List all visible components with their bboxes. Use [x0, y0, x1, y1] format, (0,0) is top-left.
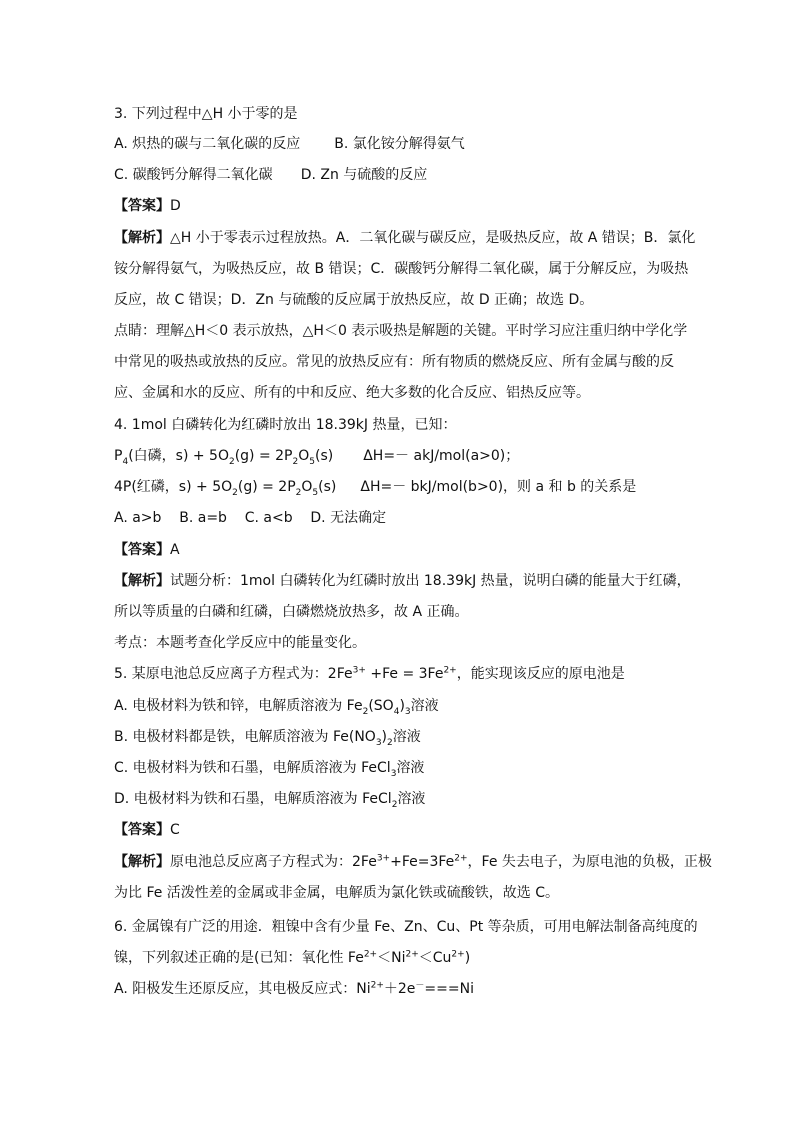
q3-options-ab	[114, 134, 684, 154]
q4-equation-2: 4P(红磷，$s) + 5O_2(g) = 2P_2O_5(s)$ ΔH=－ bkJ/mol(b>0)，则 a 和 b 的关系是	[114, 479, 637, 498]
q5-analysis-line: 【解析】原电池总反应离子方程式为：$2Fe^{3+}+Fe=3Fe^{2+}$，Fe 失去电子，为原电池的负极，正极	[114, 853, 712, 870]
answer-label: 【答案】	[114, 822, 170, 838]
q3-option-a: A. 炽热的碳与二氧化碳的反应	[114, 136, 301, 152]
q4-options: A. a>b B. a=b C. a<b D. 无法确定	[114, 510, 387, 526]
q3-analysis-line: 铵分解得氨气，为吸热反应，故 B 错误；C．碳酸钙分解得二氧化碳，属于分解反应，为吸热	[114, 261, 689, 277]
answer-label: 【答案】	[114, 542, 170, 558]
q5-option-d: D. 电极材料为铁和石墨，电解质溶液为 FeCl$_2$溶液	[114, 791, 426, 810]
q3-tip-line: 应、金属和水的反应、所有的中和反应、绝大多数的化合反应、铝热反应等。	[114, 385, 590, 401]
q3-options-cd	[114, 165, 684, 185]
q3-option-c: C. 碳酸钙分解得二氧化碳	[114, 167, 273, 183]
q4-stem: 4. 1mol 白磷转化为红磷时放出 18.39kJ 热量，已知：	[114, 417, 457, 433]
q5-stem: 5. 某原电池总反应离子方程式为：$2Fe^{3+} +Fe = 3Fe^{2+}$，能实现该反应的原电池是	[114, 665, 625, 682]
analysis-label: 【解析】	[114, 854, 170, 870]
q5-answer	[114, 820, 684, 840]
q4-analysis-line: 【解析】试题分析：1mol 白磷转化为红磷时放出 18.39kJ 热量，说明白磷的能量大于红磷，	[114, 573, 691, 589]
analysis-label: 【解析】	[114, 230, 170, 246]
q4-kaodian: 考点：本题考查化学反应中的能量变化。	[114, 635, 366, 651]
q3-tip-line: 点睛：理解△H＜0 表示放热，△H＜0 表示吸热是解题的关键。平时学习应注重归纳中学化学	[114, 323, 688, 339]
q3-stem: 3. 下列过程中△H 小于零的是	[114, 106, 298, 122]
q4-equation-1: $P_4$(白磷，$s) + 5O_2(g) = 2P_2O_5(s)$ ΔH=－ akJ/mol(a>0)；	[114, 448, 520, 467]
q3-tip-line: 中常见的吸热或放热的反应。常见的放热反应有：所有物质的燃烧反应、所有金属与酸的反	[114, 354, 674, 370]
q3-analysis-line: 【解析】△H 小于零表示过程放热。A．二氧化碳与碳反应，是吸热反应，故 A 错误；B．氯化	[114, 230, 696, 246]
q4-answer	[114, 540, 684, 560]
answer-value: A	[170, 542, 180, 558]
answer-label: 【答案】	[114, 198, 170, 214]
q5-option-b: B. 电极材料都是铁，电解质溶液为 $Fe(NO_3)_2$溶液	[114, 729, 421, 748]
q6-stem-line: 6. 金属镍有广泛的用途．粗镍中含有少量 Fe、Zn、Cu、Pt 等杂质，可用电解法制备高纯度的	[114, 919, 698, 935]
q4-analysis-line: 所以等质量的白磷和红磷，白磷燃烧放热多，故 A 正确。	[114, 604, 469, 620]
answer-value: C	[170, 822, 180, 838]
q3-analysis-line: 反应，故 C 错误；D．Zn 与硫酸的反应属于放热反应，故 D 正确；故选 D。	[114, 292, 594, 308]
analysis-label: 【解析】	[114, 573, 170, 589]
q3-answer	[114, 196, 684, 216]
q3-option-b: B. 氯化铵分解得氨气	[334, 136, 465, 152]
q6-option-a: A. 阳极发生还原反应，其电极反应式：$Ni^{2+}+2e^-===Ni$	[114, 980, 474, 997]
answer-value: D	[170, 198, 181, 214]
q3-option-d: D. Zn 与硫酸的反应	[300, 167, 428, 183]
q5-analysis-line: 为比 Fe 活泼性差的金属或非金属，电解质为氯化铁或硫酸铁，故选 C。	[114, 885, 560, 901]
q6-stem-line: 镍，下列叙述正确的是(已知：氧化性 $Fe^{2+}<Ni^{2+}<Cu^{2+}$)	[114, 949, 471, 966]
q5-option-c: C. 电极材料为铁和石墨，电解质溶液为 FeCl$_3$溶液	[114, 760, 425, 779]
q5-option-a: A. 电极材料为铁和锌，电解质溶液为 $Fe_2(SO_4)_3$溶液	[114, 698, 439, 717]
